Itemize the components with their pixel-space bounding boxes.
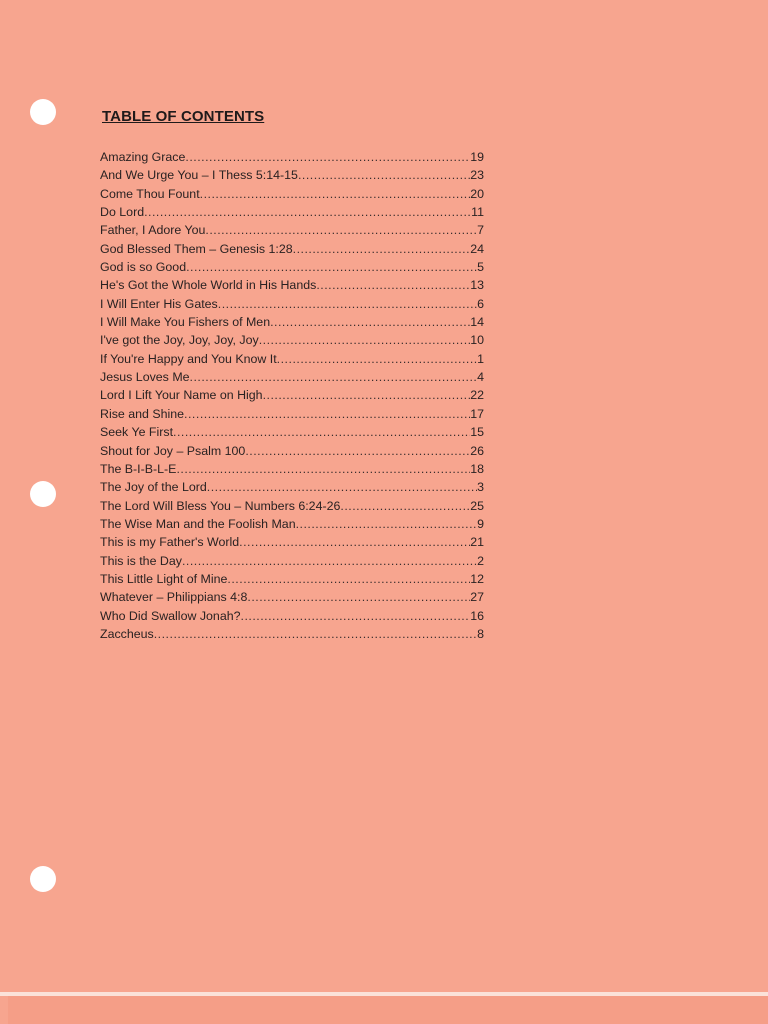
toc-dot-leader (207, 478, 477, 496)
toc-dot-leader (259, 331, 471, 349)
toc-entry-title: Shout for Joy – Psalm 100 (100, 443, 246, 458)
toc-entry-page-number: 13 (470, 278, 484, 293)
toc-dot-leader (190, 368, 478, 386)
toc-entry-page-number: 21 (470, 535, 484, 550)
toc-dot-leader (293, 240, 471, 258)
toc-entry-page-number: 8 (477, 626, 484, 641)
toc-entry-page-number: 12 (470, 571, 484, 586)
toc-dot-leader (205, 221, 477, 239)
toc-dot-leader (186, 258, 477, 276)
toc-dot-leader (270, 313, 470, 331)
toc-entry-title: Zaccheus (100, 626, 154, 641)
toc-entry (100, 607, 484, 625)
toc-entry-page-number: 23 (470, 168, 484, 183)
toc-entry-page-number: 3 (477, 480, 484, 495)
toc-dot-leader (316, 276, 470, 294)
toc-entry-title: God is so Good (100, 260, 187, 275)
toc-entry-title: Lord I Lift Your Name on High (100, 388, 263, 403)
toc-dot-leader (173, 423, 470, 441)
toc-entry (100, 166, 484, 184)
toc-dot-leader (176, 460, 470, 478)
toc-entry (100, 386, 484, 404)
toc-entry-page-number: 25 (470, 498, 484, 513)
toc-dot-leader (182, 552, 477, 570)
toc-entry-page-number: 24 (470, 241, 484, 256)
toc-entry-page-number: 20 (470, 186, 484, 201)
toc-entry-page-number: 6 (477, 296, 484, 311)
toc-dot-leader (154, 625, 477, 643)
toc-entry-title: Father, I Adore You (100, 223, 206, 238)
toc-entry-page-number: 4 (477, 370, 484, 385)
toc-dot-leader (247, 588, 470, 606)
toc-entry-page-number: 19 (470, 150, 484, 164)
toc-entry (100, 276, 484, 294)
toc-entry-title: Who Did Swallow Jonah? (100, 608, 241, 623)
binder-hole-bottom (30, 866, 56, 892)
toc-entry-page-number: 1 (477, 351, 484, 366)
binder-hole-middle (30, 481, 56, 507)
toc-entry-title: If You're Happy and You Know It (100, 351, 277, 366)
toc-entry (100, 313, 484, 331)
toc-entry-page-number: 26 (470, 443, 484, 458)
toc-entry-title: This is the Day (100, 553, 182, 568)
toc-dot-leader (200, 185, 471, 203)
toc-entry (100, 533, 484, 551)
toc-dot-leader (298, 166, 470, 184)
toc-entry-title: This is my Father's World (100, 535, 240, 550)
toc-entry-page-number: 15 (470, 425, 484, 440)
toc-entry (100, 203, 484, 221)
toc-dot-leader (144, 203, 471, 221)
toc-entry-title: The B-I-B-L-E (100, 461, 177, 476)
toc-entry (100, 497, 484, 515)
toc-dot-leader (277, 350, 477, 368)
toc-entry-title: And We Urge You – I Thess 5:14-15 (100, 168, 298, 183)
toc-entry (100, 625, 484, 643)
toc-entry-title: Rise and Shine (100, 406, 185, 421)
toc-entry (100, 350, 484, 368)
toc-entry-page-number: 22 (470, 388, 484, 403)
toc-entry (100, 368, 484, 386)
toc-entry-page-number: 2 (477, 553, 484, 568)
toc-entry-page-number: 14 (470, 315, 484, 330)
toc-entry-title: Jesus Loves Me (100, 370, 190, 385)
toc-entry-title: I Will Enter His Gates (100, 296, 218, 311)
toc-dot-leader (185, 148, 470, 166)
binder-hole-top (30, 99, 56, 125)
toc-entry-page-number: 27 (470, 590, 484, 605)
toc-entry (100, 460, 484, 478)
toc-entry-page-number: 11 (471, 205, 484, 220)
toc-entry-page-number: 7 (477, 223, 484, 238)
toc-dot-leader (245, 442, 470, 460)
toc-entry (100, 221, 484, 239)
toc-entry-page-number: 5 (477, 260, 484, 275)
toc-entry (100, 185, 484, 203)
toc-list (100, 148, 484, 643)
toc-entry-title: I've got the Joy, Joy, Joy, Joy (100, 333, 259, 348)
toc-dot-leader (227, 570, 470, 588)
toc-entry-title: Amazing Grace (100, 150, 186, 164)
toc-entry-page-number: 16 (470, 608, 484, 623)
toc-entry-title: The Joy of the Lord (100, 480, 207, 495)
toc-entry-title: This Little Light of Mine (100, 571, 228, 586)
toc-entry-title: The Lord Will Bless You – Numbers 6:24-26 (100, 498, 341, 513)
toc-dot-leader (340, 497, 470, 515)
toc-entry-title: Seek Ye First (100, 425, 174, 440)
toc-entry (100, 570, 484, 588)
toc-entry (100, 552, 484, 570)
toc-entry (100, 258, 484, 276)
toc-entry (100, 240, 484, 258)
toc-entry-page-number: 17 (470, 406, 484, 421)
toc-entry (100, 405, 484, 423)
page-title: TABLE OF CONTENTS (102, 108, 265, 125)
toc-entry (100, 331, 484, 349)
toc-entry-page-number: 10 (470, 333, 484, 348)
toc-entry-title: The Wise Man and the Foolish Man (100, 516, 296, 531)
toc-dot-leader (296, 515, 478, 533)
toc-dot-leader (239, 533, 470, 551)
toc-entry-page-number: 9 (477, 516, 484, 531)
toc-entry (100, 478, 484, 496)
toc-entry-title: God Blessed Them – Genesis 1:28 (100, 241, 293, 256)
toc-entry-title: Come Thou Fount (100, 186, 200, 201)
toc-entry-title: I Will Make You Fishers of Men (100, 315, 271, 330)
toc-entry (100, 423, 484, 441)
toc-entry (100, 442, 484, 460)
toc-entry-title: He's Got the Whole World in His Hands (100, 278, 317, 293)
toc-entry (100, 588, 484, 606)
toc-dot-leader (184, 405, 470, 423)
toc-entry (100, 295, 484, 313)
toc-dot-leader (263, 386, 471, 404)
toc-entry-title: Do Lord (100, 205, 145, 220)
toc-dot-leader (218, 295, 477, 313)
toc-entry-title: Whatever – Philippians 4:8 (100, 590, 248, 605)
toc-entry (100, 148, 484, 166)
toc-entry (100, 515, 484, 533)
toc-entry-page-number: 18 (470, 461, 484, 476)
toc-dot-leader (241, 607, 471, 625)
underlying-page (8, 996, 768, 1024)
